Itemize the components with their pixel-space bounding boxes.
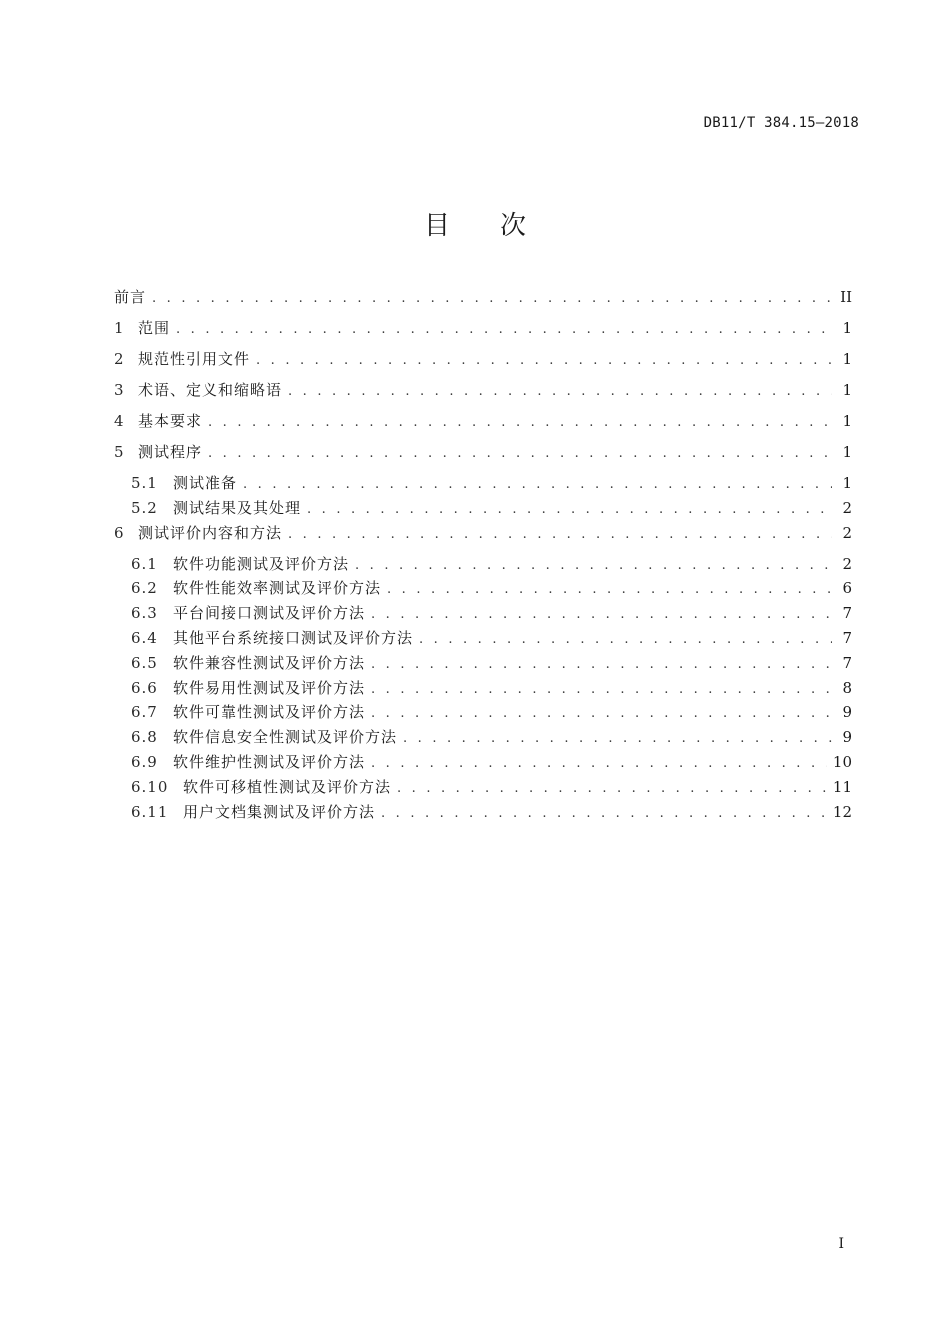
toc-number: 3 (114, 381, 124, 399)
toc-entry-6-9[interactable] (114, 750, 852, 775)
toc-page: 1 (842, 381, 852, 399)
toc-entry-3[interactable] (114, 378, 852, 409)
dot-leader (371, 677, 832, 702)
toc-label: 范围 (138, 319, 171, 337)
dot-leader (397, 776, 827, 801)
toc-label: 测试评价内容和方法 (138, 523, 283, 542)
toc-entry-6-3[interactable] (114, 601, 852, 626)
toc-entry-6-6[interactable] (114, 676, 852, 701)
dot-leader (288, 379, 832, 404)
dot-leader (176, 317, 832, 342)
toc-label: 测试结果及其处理 (173, 498, 302, 517)
toc-entry-6-8[interactable] (114, 725, 852, 750)
toc-label: 基本要求 (138, 412, 203, 430)
toc-entry-2[interactable] (114, 347, 852, 378)
toc-entry-5-2[interactable] (114, 496, 852, 521)
toc-page: 9 (842, 728, 852, 747)
toc-entry-5-1[interactable] (114, 471, 852, 496)
dot-leader (419, 627, 832, 652)
toc-page: 2 (842, 498, 852, 517)
toc-page: 12 (832, 802, 852, 821)
dot-leader (371, 701, 832, 726)
toc-entry-6-4[interactable] (114, 626, 852, 651)
toc-entry-6-2[interactable] (114, 576, 852, 601)
toc-label: 软件兼容性测试及评价方法 (173, 653, 366, 672)
toc-label: 平台间接口测试及评价方法 (173, 604, 366, 623)
toc-entry-4[interactable] (114, 409, 852, 440)
toc-number: 2 (114, 350, 124, 368)
toc-entry-6-1[interactable] (114, 552, 852, 577)
toc-entry-6-11[interactable] (114, 800, 852, 825)
toc-number: 6.11 (131, 802, 169, 821)
toc-number: 6.6 (131, 678, 158, 697)
toc-number: 5.2 (131, 498, 158, 517)
toc-entry-6[interactable] (114, 521, 852, 552)
toc-number: 6 (114, 523, 124, 542)
toc-number: 6.5 (131, 653, 158, 672)
dot-leader (208, 441, 832, 466)
toc-page: 2 (842, 523, 852, 542)
toc-label: 其他平台系统接口测试及评价方法 (173, 628, 414, 647)
dot-leader (243, 472, 832, 497)
toc-page: 8 (842, 678, 852, 697)
toc-page: 1 (842, 350, 852, 368)
toc-page: II (840, 288, 852, 306)
toc-number: 6.3 (131, 604, 158, 623)
toc-label: 软件信息安全性测试及评价方法 (173, 728, 398, 747)
toc-label: 术语、定义和缩略语 (138, 381, 283, 399)
toc-label: 软件可移植性测试及评价方法 (183, 777, 392, 796)
toc-label: 用户文档集测试及评价方法 (183, 802, 376, 821)
page-number: I (838, 1236, 844, 1252)
toc-entry-6-7[interactable] (114, 700, 852, 725)
toc-page: 7 (842, 604, 852, 623)
dot-leader (381, 801, 827, 826)
toc-label: 软件易用性测试及评价方法 (173, 678, 366, 697)
toc-page: 1 (842, 412, 852, 430)
dot-leader (307, 497, 832, 522)
dot-leader (371, 602, 832, 627)
toc-number: 6.2 (131, 579, 158, 598)
toc-label: 前言 (114, 288, 147, 306)
page-title: 目次 (423, 211, 576, 241)
toc-page: 10 (832, 752, 852, 771)
toc-label: 规范性引用文件 (138, 350, 251, 368)
toc-entry-6-5[interactable] (114, 651, 852, 676)
toc-number: 6.1 (131, 554, 158, 573)
standard-code: DB11/T 384.15—2018 (703, 115, 859, 131)
toc-page: 1 (842, 443, 852, 461)
toc-page: 1 (842, 319, 852, 337)
toc-page: 11 (832, 777, 852, 796)
toc-number: 5 (114, 443, 124, 461)
toc-page: 7 (842, 628, 852, 647)
toc-page: 9 (842, 703, 852, 722)
toc-label: 测试准备 (173, 474, 238, 492)
dot-leader (371, 751, 827, 776)
dot-leader (355, 553, 832, 578)
toc-entry-foreword[interactable] (114, 285, 852, 316)
dot-leader (152, 286, 832, 311)
dot-leader (403, 726, 832, 751)
toc-label: 测试程序 (138, 443, 203, 461)
toc-label: 软件功能测试及评价方法 (173, 554, 350, 573)
toc-page: 7 (842, 653, 852, 672)
toc-number: 6.9 (131, 752, 158, 771)
toc-page: 2 (842, 554, 852, 573)
toc-number: 6.8 (131, 728, 158, 747)
toc-label: 软件性能效率测试及评价方法 (173, 579, 382, 598)
toc-number: 5.1 (131, 474, 158, 492)
toc-number: 6.7 (131, 703, 158, 722)
dot-leader (208, 410, 832, 435)
dot-leader (288, 522, 832, 547)
toc-page: 1 (842, 474, 852, 492)
toc-label: 软件维护性测试及评价方法 (173, 752, 366, 771)
table-of-contents (114, 285, 852, 824)
dot-leader (387, 577, 832, 602)
toc-entry-5[interactable] (114, 440, 852, 471)
toc-number: 1 (114, 319, 124, 337)
dot-leader (371, 652, 832, 677)
toc-label: 软件可靠性测试及评价方法 (173, 703, 366, 722)
toc-number: 6.4 (131, 628, 158, 647)
toc-entry-1[interactable] (114, 316, 852, 347)
toc-page: 6 (842, 579, 852, 598)
toc-number: 4 (114, 412, 124, 430)
dot-leader (256, 348, 832, 373)
toc-number: 6.10 (131, 777, 169, 796)
toc-entry-6-10[interactable] (114, 775, 852, 800)
